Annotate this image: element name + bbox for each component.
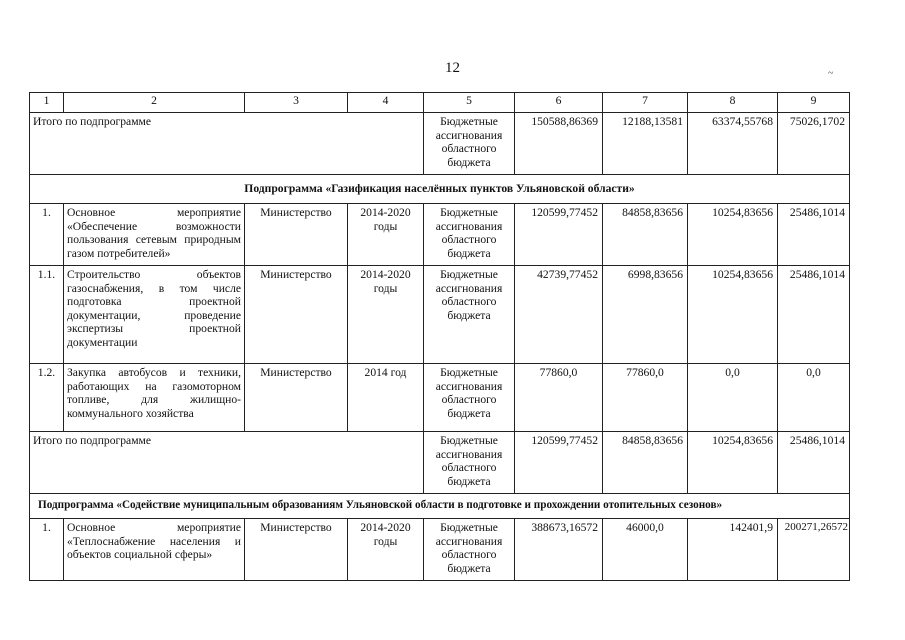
table-row (30, 364, 850, 432)
table-row (30, 204, 850, 266)
measure-name: Основное мероприятие «Обеспечение возможности пользования сетевым природным газом потребителей» (64, 204, 245, 266)
value-col7: 84858,83656 (603, 432, 688, 494)
value-col9: 25486,1014 (778, 204, 850, 266)
row-number: 1. (30, 519, 64, 581)
value-col7: 84858,83656 (603, 204, 688, 266)
period: 2014-2020 годы (348, 266, 424, 364)
value-col9: 75026,1702 (778, 113, 850, 175)
value-col7: 46000,0 (603, 519, 688, 581)
value-col7: 77860,0 (603, 364, 688, 432)
value-col9: 0,0 (778, 364, 850, 432)
funding-source: Бюджетные ассигнования областного бюджета (424, 364, 515, 432)
value-col8: 63374,55768 (688, 113, 778, 175)
funding-source: Бюджетные ассигнования областного бюджета (424, 266, 515, 364)
subprogram-title: Подпрограмма «Содействие муниципальным образованиям Ульяновской области в подготовке и прохождении отопительных сезонов» (30, 494, 850, 519)
subtotal-label: Итого по подпрограмме (30, 113, 424, 175)
value-col6: 77860,0 (515, 364, 603, 432)
section-header-row (30, 175, 850, 204)
section-header-row (30, 494, 850, 519)
executor: Министерство (245, 266, 348, 364)
executor: Министерство (245, 204, 348, 266)
value-col8: 10254,83656 (688, 432, 778, 494)
value-col6: 150588,86369 (515, 113, 603, 175)
period: 2014-2020 годы (348, 204, 424, 266)
measure-name: Основное мероприятие «Теплоснабжение населения и объектов социальной сферы» (64, 519, 245, 581)
col-header: 7 (603, 93, 688, 113)
subtotal-row (30, 432, 850, 494)
executor: Министерство (245, 364, 348, 432)
measure-name: Закупка автобусов и техники, работающих на газомоторном топливе, для жилищно-коммунального хозяйства (64, 364, 245, 432)
subtotal-row (30, 113, 850, 175)
executor: Министерство (245, 519, 348, 581)
row-number: 1.2. (30, 364, 64, 432)
scan-mark: ~ (828, 68, 834, 79)
period: 2014 год (348, 364, 424, 432)
column-number-row (30, 93, 850, 113)
budget-table (29, 92, 850, 581)
period: 2014-2020 годы (348, 519, 424, 581)
col-header: 4 (348, 93, 424, 113)
col-header: 1 (30, 93, 64, 113)
funding-source: Бюджетные ассигнования областного бюджета (424, 204, 515, 266)
value-col6: 388673,16572 (515, 519, 603, 581)
value-col6: 120599,77452 (515, 432, 603, 494)
subtotal-label: Итого по подпрограмме (30, 432, 424, 494)
value-col9: 25486,1014 (778, 266, 850, 364)
table-row (30, 266, 850, 364)
value-col9: 25486,1014 (778, 432, 850, 494)
value-col8: 10254,83656 (688, 204, 778, 266)
value-col8: 142401,9 (688, 519, 778, 581)
funding-source: Бюджетные ассигнования областного бюджета (424, 432, 515, 494)
page-number: 12 (445, 60, 460, 76)
table-row (30, 519, 850, 581)
subprogram-title: Подпрограмма «Газификация населённых пунктов Ульяновской области» (30, 175, 850, 204)
col-header: 8 (688, 93, 778, 113)
funding-source: Бюджетные ассигнования областного бюджета (424, 519, 515, 581)
row-number: 1.1. (30, 266, 64, 364)
measure-name: Строительство объектов газоснабжения, в том числе подготовка проектной документации, проведение экспертизы проектной документации (64, 266, 245, 364)
value-col7: 6998,83656 (603, 266, 688, 364)
value-col9: 200271,26572 (778, 519, 850, 581)
col-header: 2 (64, 93, 245, 113)
value-col7: 12188,13581 (603, 113, 688, 175)
value-col8: 10254,83656 (688, 266, 778, 364)
row-number: 1. (30, 204, 64, 266)
value-col8: 0,0 (688, 364, 778, 432)
col-header: 6 (515, 93, 603, 113)
value-col6: 120599,77452 (515, 204, 603, 266)
col-header: 3 (245, 93, 348, 113)
value-col6: 42739,77452 (515, 266, 603, 364)
funding-source: Бюджетные ассигнования областного бюджета (424, 113, 515, 175)
col-header: 5 (424, 93, 515, 113)
col-header: 9 (778, 93, 850, 113)
